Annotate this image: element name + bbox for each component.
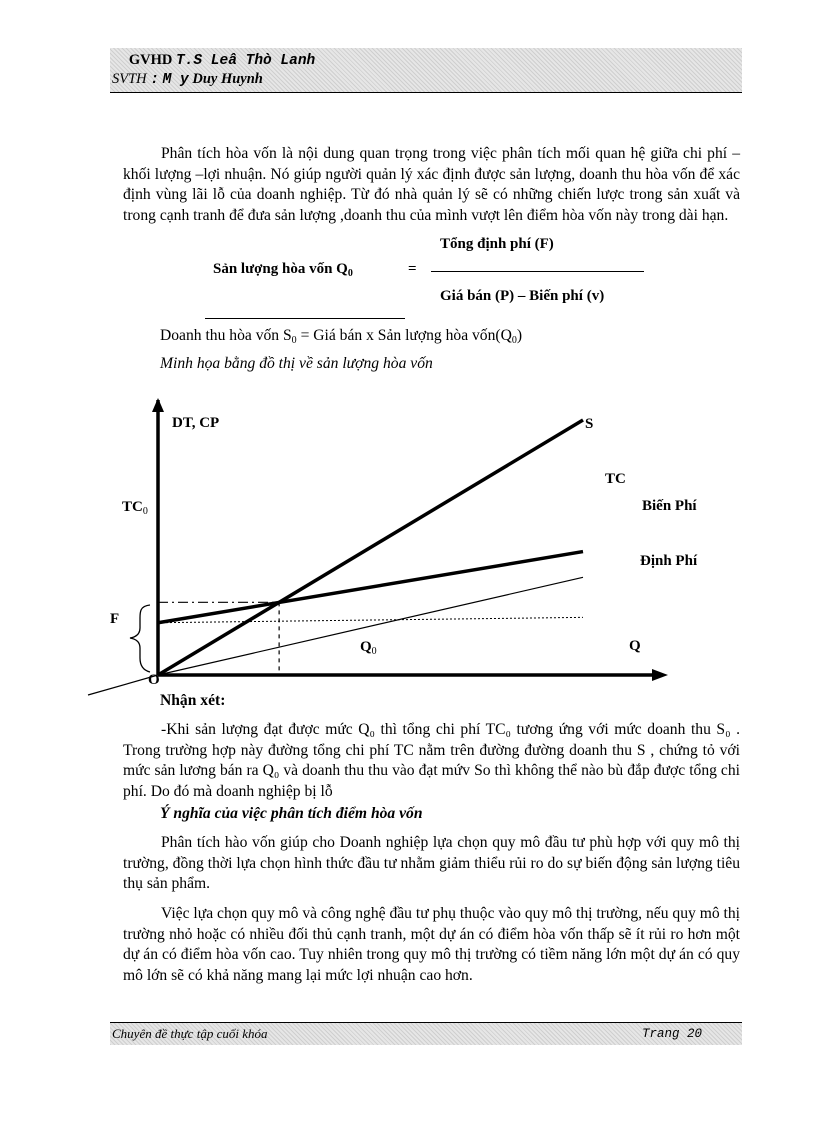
formula-denominator: Giá bán (P) – Biến phí (v): [440, 288, 605, 304]
series-line-2: [158, 577, 583, 675]
revenue-sub2: 0: [511, 335, 517, 346]
series-line-0: [158, 420, 583, 675]
significance-paragraph-1: Phân tích hào vốn giúp cho Doanh nghiệp lựa chọn quy mô đầu tư phù hợp với quy mô thị trường, đồng thời lựa chọn hình thức đầu tư nhằm giảm thiểu rủi ro do sự biến động sản lượng tiêu thụ sản phẩm.: [123, 834, 740, 892]
revenue-sub1: 0: [291, 335, 297, 346]
fixed-cost-label: F: [110, 611, 120, 627]
fixed-cost-brace: [130, 605, 150, 672]
q0-label: $Q_0$: [360, 639, 377, 657]
student-name: Duy Huynh: [192, 71, 263, 87]
series-label-tc: TC: [605, 471, 626, 487]
y-axis-arrow: [152, 398, 164, 412]
breakeven-revenue-line: [160, 327, 522, 346]
chart-series: [158, 420, 583, 675]
page-header: [110, 48, 742, 93]
supervisor-name: T.S Leâ Thò Lanh: [176, 53, 316, 69]
x-axis-label: Q: [629, 638, 641, 654]
remarks-paragraph: -Khi sản lượng đạt được mức Q₀ thì tổng chi phí TC₀ tương ứng với mức doanh thu S₀ . Trong trường hợp này đường tổng chi phí TC nằm trên đường đường doanh thu S , chứng tỏ với mức sản lương bán ra Q₀ và doanh thu thu vào đạt mứv So thì không thể nào bù đắp được tổng chi phí. Do đó mà doanh nghiệp bị lỗ: [123, 721, 740, 800]
graph-caption: Minh họa bằng đồ thị về sản lượng hòa vốn: [160, 355, 433, 372]
supervisor-line: [118, 52, 315, 69]
series-label-s: S: [585, 416, 594, 432]
series-label-dinh-phi: Định Phí: [640, 553, 698, 569]
student-line: [112, 71, 263, 88]
series-line-1: [158, 552, 583, 623]
page-footer: [110, 1022, 742, 1045]
significance-paragraph-2: Việc lựa chọn quy mô và công nghệ đầu tư phụ thuộc vào quy mô thị trường, nếu quy mô thị trường nhỏ hoặc có nhiều đối thủ cạnh tranh, một dự án có điểm hòa vốn thấp sẽ ít rủi ro hơn một dự án có điểm hòa vốn cao. Tuy nhiên trong quy mô thị trường có tiềm năng lớn một dự án có quy mô lớn sẽ có khả năng mang lại mức lợi nhuận cao hơn.: [123, 905, 740, 984]
origin-label: O: [148, 672, 160, 688]
x-axis-arrow: [652, 669, 668, 681]
formula-fraction-bar: [431, 271, 644, 272]
formula-left-sub: 0: [347, 268, 353, 279]
formula-left-text: Sản lượng hòa vốn Q: [213, 261, 348, 277]
student-separator: :: [150, 72, 159, 88]
revenue-suffix: ): [516, 327, 523, 344]
page-number: Trang 20: [641, 1027, 702, 1041]
student-name-part: M y: [162, 72, 189, 88]
formula-underline: [205, 318, 405, 319]
intro-paragraph: Phân tích hòa vốn là nội dung quan trọng trong việc phân tích mối quan hệ giữa chi phí –khối lượng –lợi nhuận. Nó giúp người quản lý xác định được sản lượng, doanh thu hòa vốn để xác định vùng lãi lỗ của doanh nghiệp. Từ đó nhà quản lý sẽ có những chiến lược trong sản xuất và trong cạnh tranh để đưa sản lượng ,doanh thu của mình vượt lên điểm hòa vốn này trong dài hạn.: [123, 145, 740, 224]
formula-equals: =: [408, 261, 417, 277]
footer-title: Chuyên đề thực tập cuối khóa: [112, 1026, 268, 1041]
student-label: SVTH: [112, 71, 147, 87]
formula-numerator: Tổng định phí (F): [440, 236, 554, 252]
formula-left-label: [213, 261, 353, 279]
tc0-label: $TC_0$: [122, 499, 148, 517]
significance-title: Ý nghĩa của việc phân tích điểm hòa vốn: [160, 805, 423, 822]
revenue-prefix: Doanh thu hòa vốn S: [160, 327, 292, 344]
supervisor-label: GVHD: [128, 52, 173, 68]
remarks-title: Nhận xét:: [160, 692, 226, 709]
series-label-bien-phi: Biến Phí: [642, 498, 697, 514]
series-line-3: [158, 617, 583, 622]
revenue-middle: = Giá bán x Sản lượng hòa vốn(Q: [296, 327, 512, 344]
y-axis-label: DT, CP: [172, 415, 220, 431]
breakeven-chart: [0, 390, 816, 710]
